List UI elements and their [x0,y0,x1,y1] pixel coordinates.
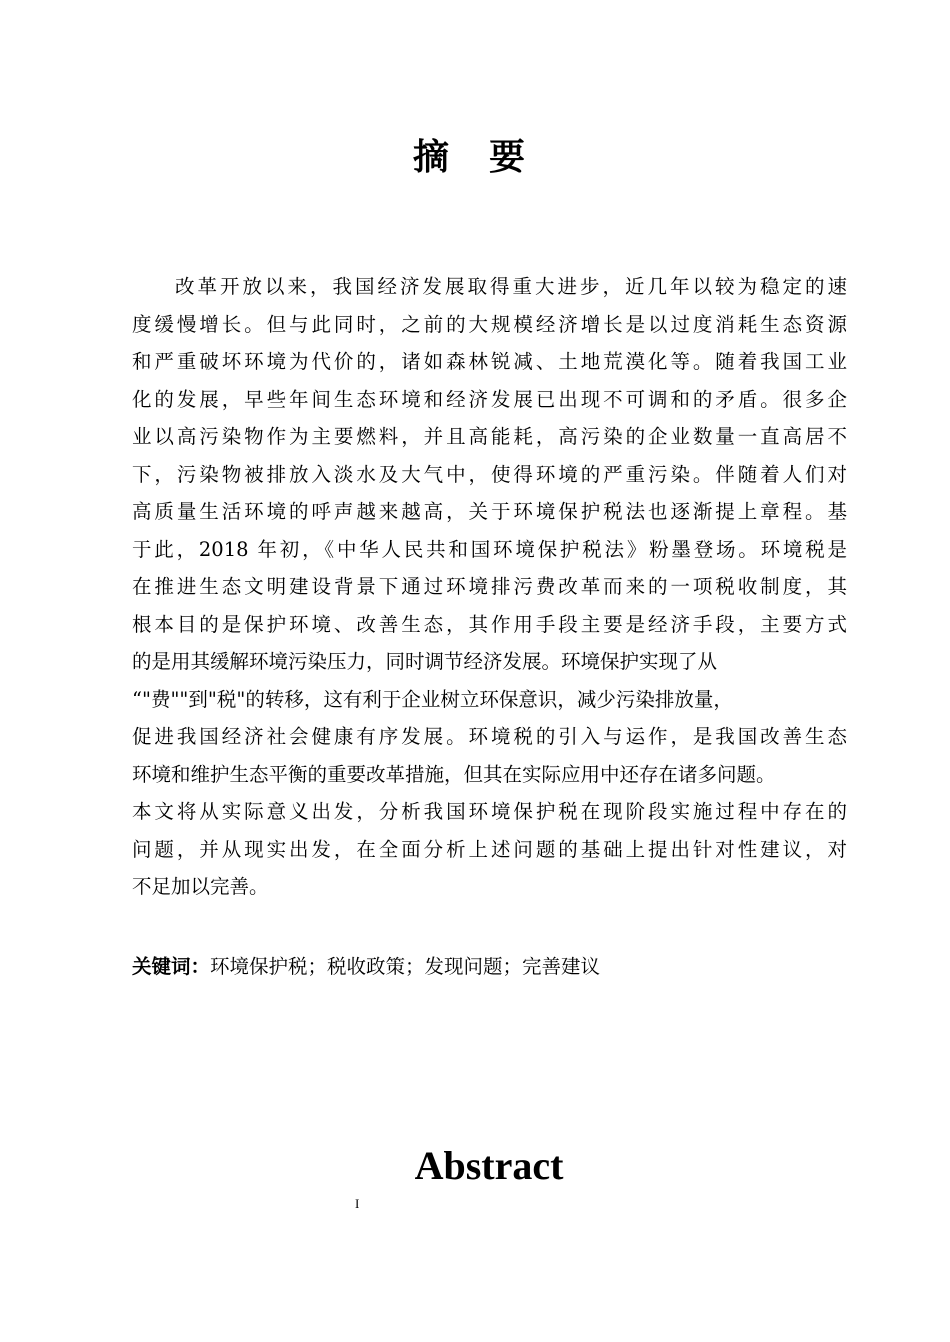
abstract-line: 和严重破坏环境为代价的，诸如森林锐减、土地荒漠化等。随着我国工业 [132,350,847,373]
abstract-line: 的是用其缓解环境污染压力，同时调节经济发展。环境保护实现了从 [132,650,718,673]
chinese-abstract-title: 摘要 [412,137,565,178]
abstract-line: 本文将从实际意义出发，分析我国环境保护税在现阶段实施过程中存在的 [132,800,847,823]
abstract-line: 不足加以完善。 [132,875,269,898]
english-abstract-title: Abstract [414,1143,564,1188]
abstract-line: 下，污染物被排放入淡水及大气中，使得环境的严重污染。伴随着人们对 [132,462,847,486]
abstract-line: 于此，2018 年初，《中华人民共和国环境保护税法》粉墨登场。环境税是 [132,537,847,561]
abstract-line: 问题，并从现实出发，在全面分析上述问题的基础上提出针对性建议，对 [132,837,847,861]
abstract-line: 高质量生活环境的呼声越来越高，关于环境保护税法也逐渐提上章程。基 [132,500,847,523]
abstract-line: 促进我国经济社会健康有序发展。环境税的引入与运作，是我国改善生态 [132,725,847,748]
abstract-line: 改革开放以来，我国经济发展取得重大进步，近几年以较为稳定的速 [175,275,847,298]
keywords-line [132,948,847,986]
page-number-mark: I [355,1196,360,1211]
abstract-line: 化的发展，早些年间生态环境和经济发展已出现不可调和的矛盾。很多企 [132,387,847,411]
chinese-abstract-body [132,268,847,906]
abstract-line: “"费""到"税"的转移，这有利于企业树立环保意识，减少污染排放量， [132,687,733,711]
keywords-text: 环境保护税；税收政策；发现问题；完善建议 [210,955,601,978]
abstract-line: 在推进生态文明建设背景下通过环境排污费改革而来的一项税收制度，其 [132,575,847,598]
abstract-line: 根本目的是保护环境、改善生态，其作用手段主要是经济手段，主要方式 [132,612,847,636]
abstract-line: 业以高污染物作为主要燃料，并且高能耗，高污染的企业数量一直高居不 [132,425,847,448]
keywords-label: 关键词： [132,955,211,978]
abstract-line: 环境和维护生态平衡的重要改革措施，但其在实际应用中还存在诸多问题。 [132,762,776,786]
abstract-line: 度缓慢增长。但与此同时，之前的大规模经济增长是以过度消耗生态资源 [132,312,847,336]
